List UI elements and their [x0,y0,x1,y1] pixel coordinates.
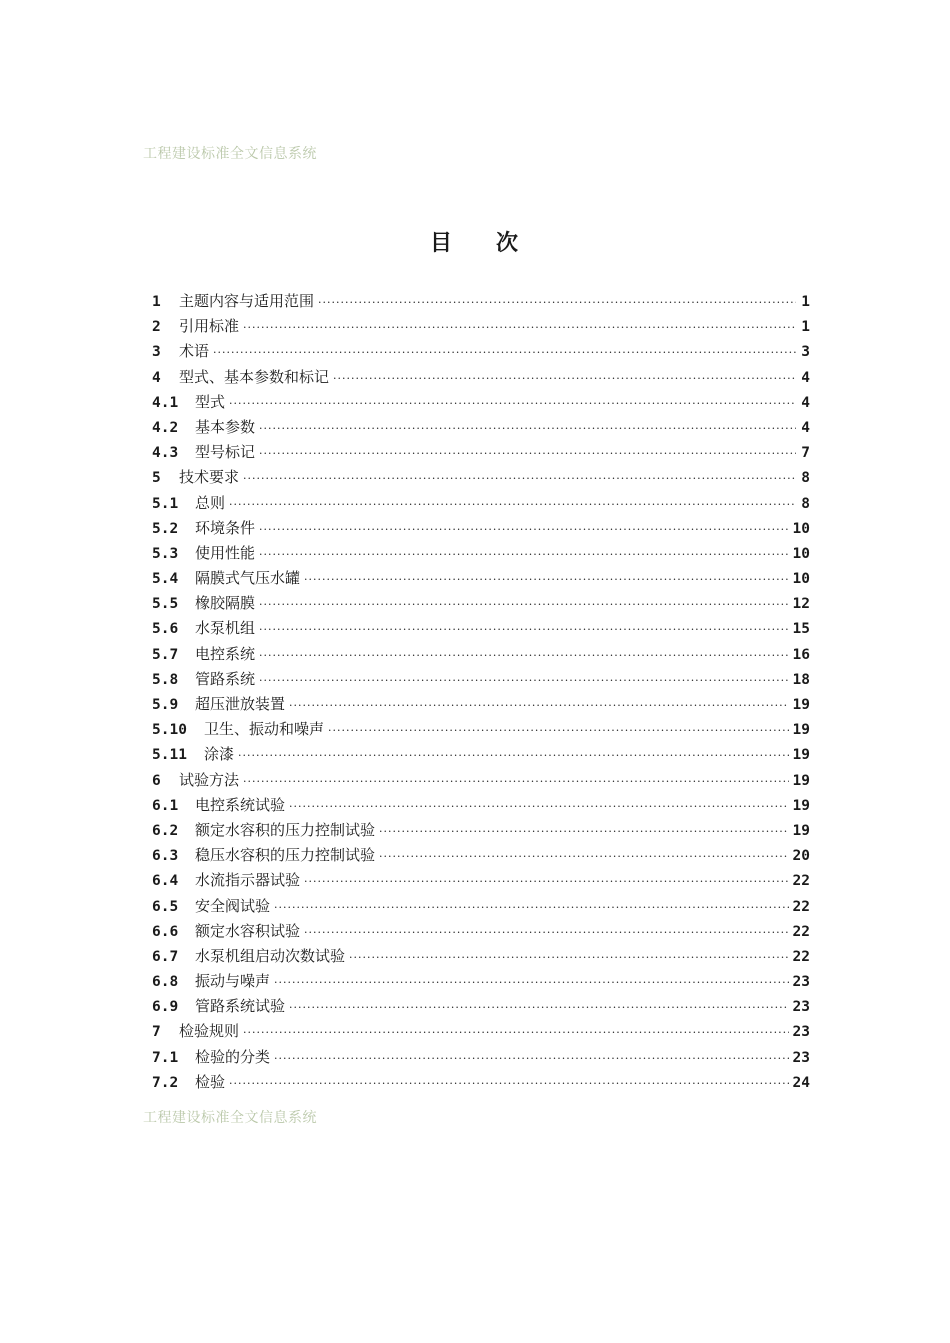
toc-leader-dots [243,1026,789,1039]
toc-entry[interactable] [152,542,810,567]
toc-leader-dots [259,649,789,662]
toc-entry-page: 16 [792,646,810,663]
toc-leader-dots [274,976,789,989]
toc-entry[interactable] [152,743,810,768]
toc-entry[interactable] [152,617,810,642]
toc-entry[interactable] [152,769,810,794]
toc-entry[interactable] [152,1046,810,1071]
toc-entry[interactable] [152,945,810,970]
toc-entry-title: 稳压水容积的压力控制试验 [195,846,376,865]
toc-entry[interactable] [152,517,810,542]
toc-entry-page: 23 [792,1049,810,1066]
toc-entry-title: 基本参数 [195,417,256,436]
toc-leader-dots [274,1052,789,1065]
toc-entry-number: 7.1 [152,1049,179,1066]
toc-entry-title: 引用标准 [179,317,240,336]
toc-entry-title: 电控系统 [195,644,256,663]
toc-entry-page: 4 [801,394,810,411]
toc-entry-title: 型式、基本参数和标记 [179,367,330,386]
toc-entry-title: 管路系统试验 [195,997,286,1016]
toc-entry-number: 5.3 [152,545,179,562]
toc-entry-title: 水泵机组 [195,619,256,638]
toc-entry[interactable] [152,441,810,466]
toc-entry-page: 22 [792,873,810,890]
toc-entry[interactable] [152,340,810,365]
toc-entry-number: 2 [152,319,161,336]
toc-entry-page: 20 [792,848,810,865]
toc-leader-dots [318,296,796,309]
toc-entry-page: 10 [792,545,810,562]
toc-entry-title: 型式 [195,392,226,411]
toc-entry-page: 19 [792,822,810,839]
toc-entry[interactable] [152,844,810,869]
toc-entry[interactable] [152,592,810,617]
toc-leader-dots [379,850,789,863]
toc-entry-number: 5.6 [152,621,179,638]
toc-entry-title: 使用性能 [195,543,256,562]
toc-entry-title: 主题内容与适用范围 [179,292,315,310]
toc-entry-title: 检验规则 [179,1022,240,1041]
toc-entry-page: 22 [792,948,810,965]
toc-entry[interactable] [152,391,810,416]
toc-leader-dots [259,523,789,536]
toc-entry[interactable] [152,970,810,995]
table-of-contents [152,290,810,1096]
toc-leader-dots [349,951,789,964]
toc-entry-title: 检验 [195,1072,226,1091]
toc-entry-page: 24 [792,1074,810,1091]
toc-entry-title: 环境条件 [195,518,256,537]
toc-entry-title: 卫生、振动和噪声 [204,720,325,739]
toc-entry[interactable] [152,1020,810,1045]
toc-entry[interactable] [152,920,810,945]
toc-leader-dots [229,498,796,511]
toc-entry-number: 6.9 [152,999,179,1016]
toc-leader-dots [333,372,796,385]
toc-entry-number: 5.4 [152,571,179,588]
toc-leader-dots [328,724,789,737]
toc-entry-page: 1 [801,319,810,336]
toc-leader-dots [213,346,796,359]
toc-entry-page: 1 [801,294,810,310]
toc-entry-page: 4 [801,369,810,386]
toc-entry-number: 5.8 [152,671,179,688]
toc-entry-number: 4.2 [152,419,179,436]
toc-leader-dots [304,926,789,939]
toc-leader-dots [259,422,796,435]
toc-entry[interactable] [152,718,810,743]
toc-leader-dots [259,674,789,687]
toc-leader-dots [259,623,789,636]
toc-entry-number: 6.6 [152,923,179,940]
toc-entry-title: 技术要求 [179,468,240,487]
toc-entry[interactable] [152,995,810,1020]
toc-entry[interactable] [152,668,810,693]
toc-entry-title: 管路系统 [195,669,256,688]
toc-entry-title: 检验的分类 [195,1047,271,1066]
toc-entry-number: 4.3 [152,445,179,462]
toc-entry-page: 15 [792,621,810,638]
title-char-2: 次 [496,231,521,256]
toc-leader-dots [289,699,789,712]
toc-leader-dots [259,598,789,611]
toc-entry-number: 5.9 [152,697,179,713]
toc-entry[interactable] [152,869,810,894]
toc-entry-title: 额定水容积的压力控制试验 [195,820,376,839]
toc-leader-dots [289,1001,789,1014]
toc-entry-number: 6.8 [152,974,179,991]
toc-entry[interactable] [152,492,810,517]
toc-leader-dots [289,800,789,813]
toc-entry-title: 超压泄放装置 [195,695,286,713]
toc-leader-dots [259,548,789,561]
toc-entry-page: 23 [792,974,810,991]
toc-entry-title: 隔膜式气压水罐 [195,569,301,588]
toc-entry-title: 试验方法 [179,770,240,789]
toc-entry-page: 22 [792,898,810,915]
toc-entry-page: 19 [792,697,810,713]
toc-entry-page: 19 [792,722,810,739]
toc-entry[interactable] [152,895,810,920]
toc-entry-number: 7 [152,1024,161,1041]
toc-entry-title: 涂漆 [204,745,235,764]
toc-entry-page: 19 [792,797,810,814]
toc-entry-number: 5.10 [152,722,187,739]
toc-entry-page: 12 [792,596,810,613]
toc-entry[interactable] [152,693,810,718]
toc-entry-title: 安全阀试验 [195,896,271,915]
watermark-bottom: 工程建设标准全文信息系统 [143,1110,317,1126]
toc-entry-page: 18 [792,671,810,688]
toc-entry-page: 10 [792,571,810,588]
toc-entry-page: 23 [792,1024,810,1041]
toc-entry-page: 7 [801,445,810,462]
toc-entry-title: 电控系统试验 [195,795,286,814]
toc-entry[interactable] [152,819,810,844]
toc-entry-number: 3 [152,344,161,361]
toc-entry-number: 5.5 [152,596,179,613]
toc-entry[interactable] [152,1071,810,1096]
watermark-top: 工程建设标准全文信息系统 [143,146,317,162]
toc-entry-number: 4 [152,369,161,386]
toc-entry-title: 水流指示器试验 [195,871,301,890]
toc-entry-number: 5.1 [152,495,179,512]
toc-entry-number: 6.7 [152,948,179,965]
toc-entry-number: 6.1 [152,797,179,814]
toc-leader-dots [304,875,789,888]
toc-entry-title: 总则 [195,493,226,512]
toc-entry-page: 19 [792,772,810,789]
toc-entry-number: 7.2 [152,1074,179,1091]
toc-entry-page: 23 [792,999,810,1016]
toc-entry-page: 19 [792,747,810,764]
toc-entry[interactable] [152,466,810,491]
toc-entry-number: 6 [152,772,161,789]
toc-entry-number: 5.2 [152,520,179,537]
toc-entry-title: 水泵机组启动次数试验 [195,946,346,965]
toc-entry-page: 3 [801,344,810,361]
toc-leader-dots [274,901,789,914]
toc-leader-dots [243,775,789,788]
toc-entry[interactable] [152,416,810,441]
page-title [0,226,950,257]
toc-leader-dots [238,749,789,762]
toc-entry-title: 橡胶隔膜 [195,594,256,613]
toc-entry-number: 1 [152,294,161,310]
toc-entry-number: 6.4 [152,873,179,890]
toc-entry-number: 5.7 [152,646,179,663]
toc-entry[interactable] [152,794,810,819]
toc-leader-dots [379,825,789,838]
title-char-1: 目 [429,231,454,256]
toc-entry[interactable] [152,315,810,340]
toc-entry-number: 6.3 [152,848,179,865]
toc-entry-number: 4.1 [152,394,179,411]
toc-entry-page: 10 [792,520,810,537]
toc-leader-dots [304,573,789,586]
toc-leader-dots [229,1077,789,1090]
toc-entry-number: 6.2 [152,822,179,839]
toc-entry[interactable] [152,567,810,592]
toc-entry-page: 4 [801,419,810,436]
toc-entry[interactable] [152,290,810,315]
toc-entry-title: 额定水容积试验 [195,921,301,940]
toc-entry-title: 术语 [179,342,210,361]
toc-leader-dots [229,397,796,410]
toc-entry-title: 振动与噪声 [195,972,271,991]
toc-entry-page: 22 [792,923,810,940]
toc-entry-title: 型号标记 [195,443,256,462]
toc-entry-number: 5.11 [152,747,187,764]
toc-leader-dots [243,472,796,485]
toc-entry-page: 8 [801,470,810,487]
toc-entry[interactable] [152,643,810,668]
toc-entry-number: 6.5 [152,898,179,915]
toc-entry[interactable] [152,366,810,391]
toc-leader-dots [259,447,796,460]
toc-entry-number: 5 [152,470,161,487]
toc-entry-page: 8 [801,495,810,512]
toc-leader-dots [243,321,796,334]
